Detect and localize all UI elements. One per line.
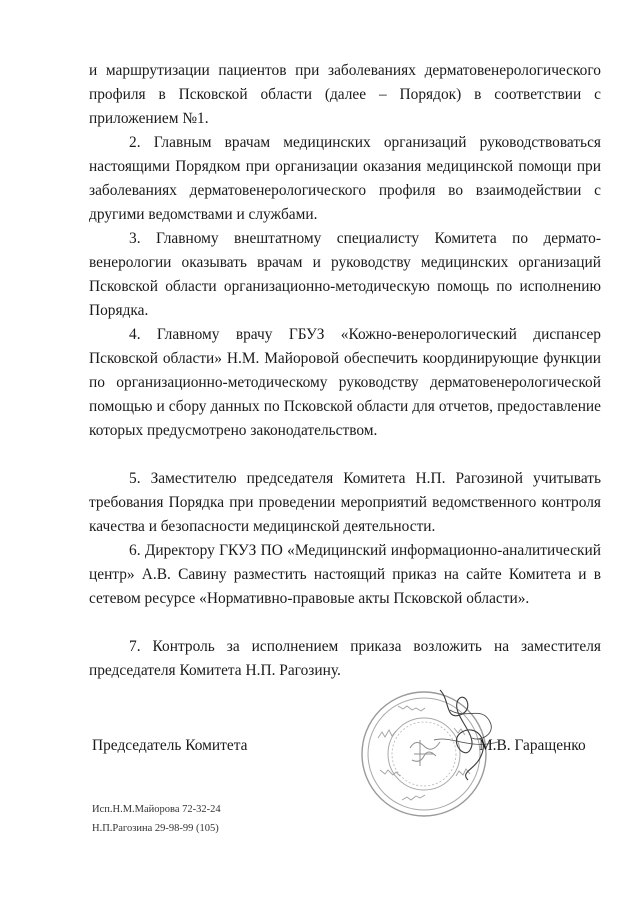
executors-block [92,800,221,838]
paragraph-item-3: 3. Главному внештатному специалисту Комитета по дермато-венерологии оказывать врачам и руководству медицинских организаций Псковской области организационно-методическую помощь по исполнению Порядка. [89,230,601,319]
paragraph-item-4: 4. Главному врачу ГБУЗ «Кожно-венерологический диспансер Псковской области» Н.М. Майоровой обеспечить координирующие функции по организационно-методическому руководству дерматовенерологической помощью и сбору данных по Псковской области для отчетов, предоставление которых предусмотрено законодательством. [89,326,601,439]
paragraph-item-6: 6. Директору ГКУЗ ПО «Медицинский информационно-аналитический центр» А.В. Савину разместить настоящий приказ на сайте Комитета и в сетевом ресурсе «Нормативно-правовые акты Псковской области». [89,542,601,607]
paragraph-item-7: 7. Контроль за исполнением приказа возложить на заместителя председателя Комитета Н.П. Рагозину. [89,638,601,679]
executor-line: Н.П.Рагозина 29-98-99 (105) [92,823,219,834]
paragraph-item-2: 2. Главным врачам медицинских организаций руководствоваться настоящими Порядком при организации оказания медицинской помощи при заболеваниях дерматовенерологического профиля во взаимодействии с другими ведомствами и службами. [89,134,601,223]
executor-line: Исп.Н.М.Майорова 72-32-24 [92,804,221,815]
signatory-name: М.В. Гаращенко [479,737,586,754]
paragraph-continuation: и маршрутизации пациентов при заболеваниях дерматовенерологического профиля в Псковской области (далее – Порядок) в соответствии с приложением №1. [89,62,601,127]
signatory-title: Председатель Комитета [92,737,248,754]
paragraph-item-5: 5. Заместителю председателя Комитета Н.П. Рагозиной учитывать требования Порядка при проведении мероприятий ведомственного контроля качества и безопасности медицинской деятельности. [89,470,601,535]
